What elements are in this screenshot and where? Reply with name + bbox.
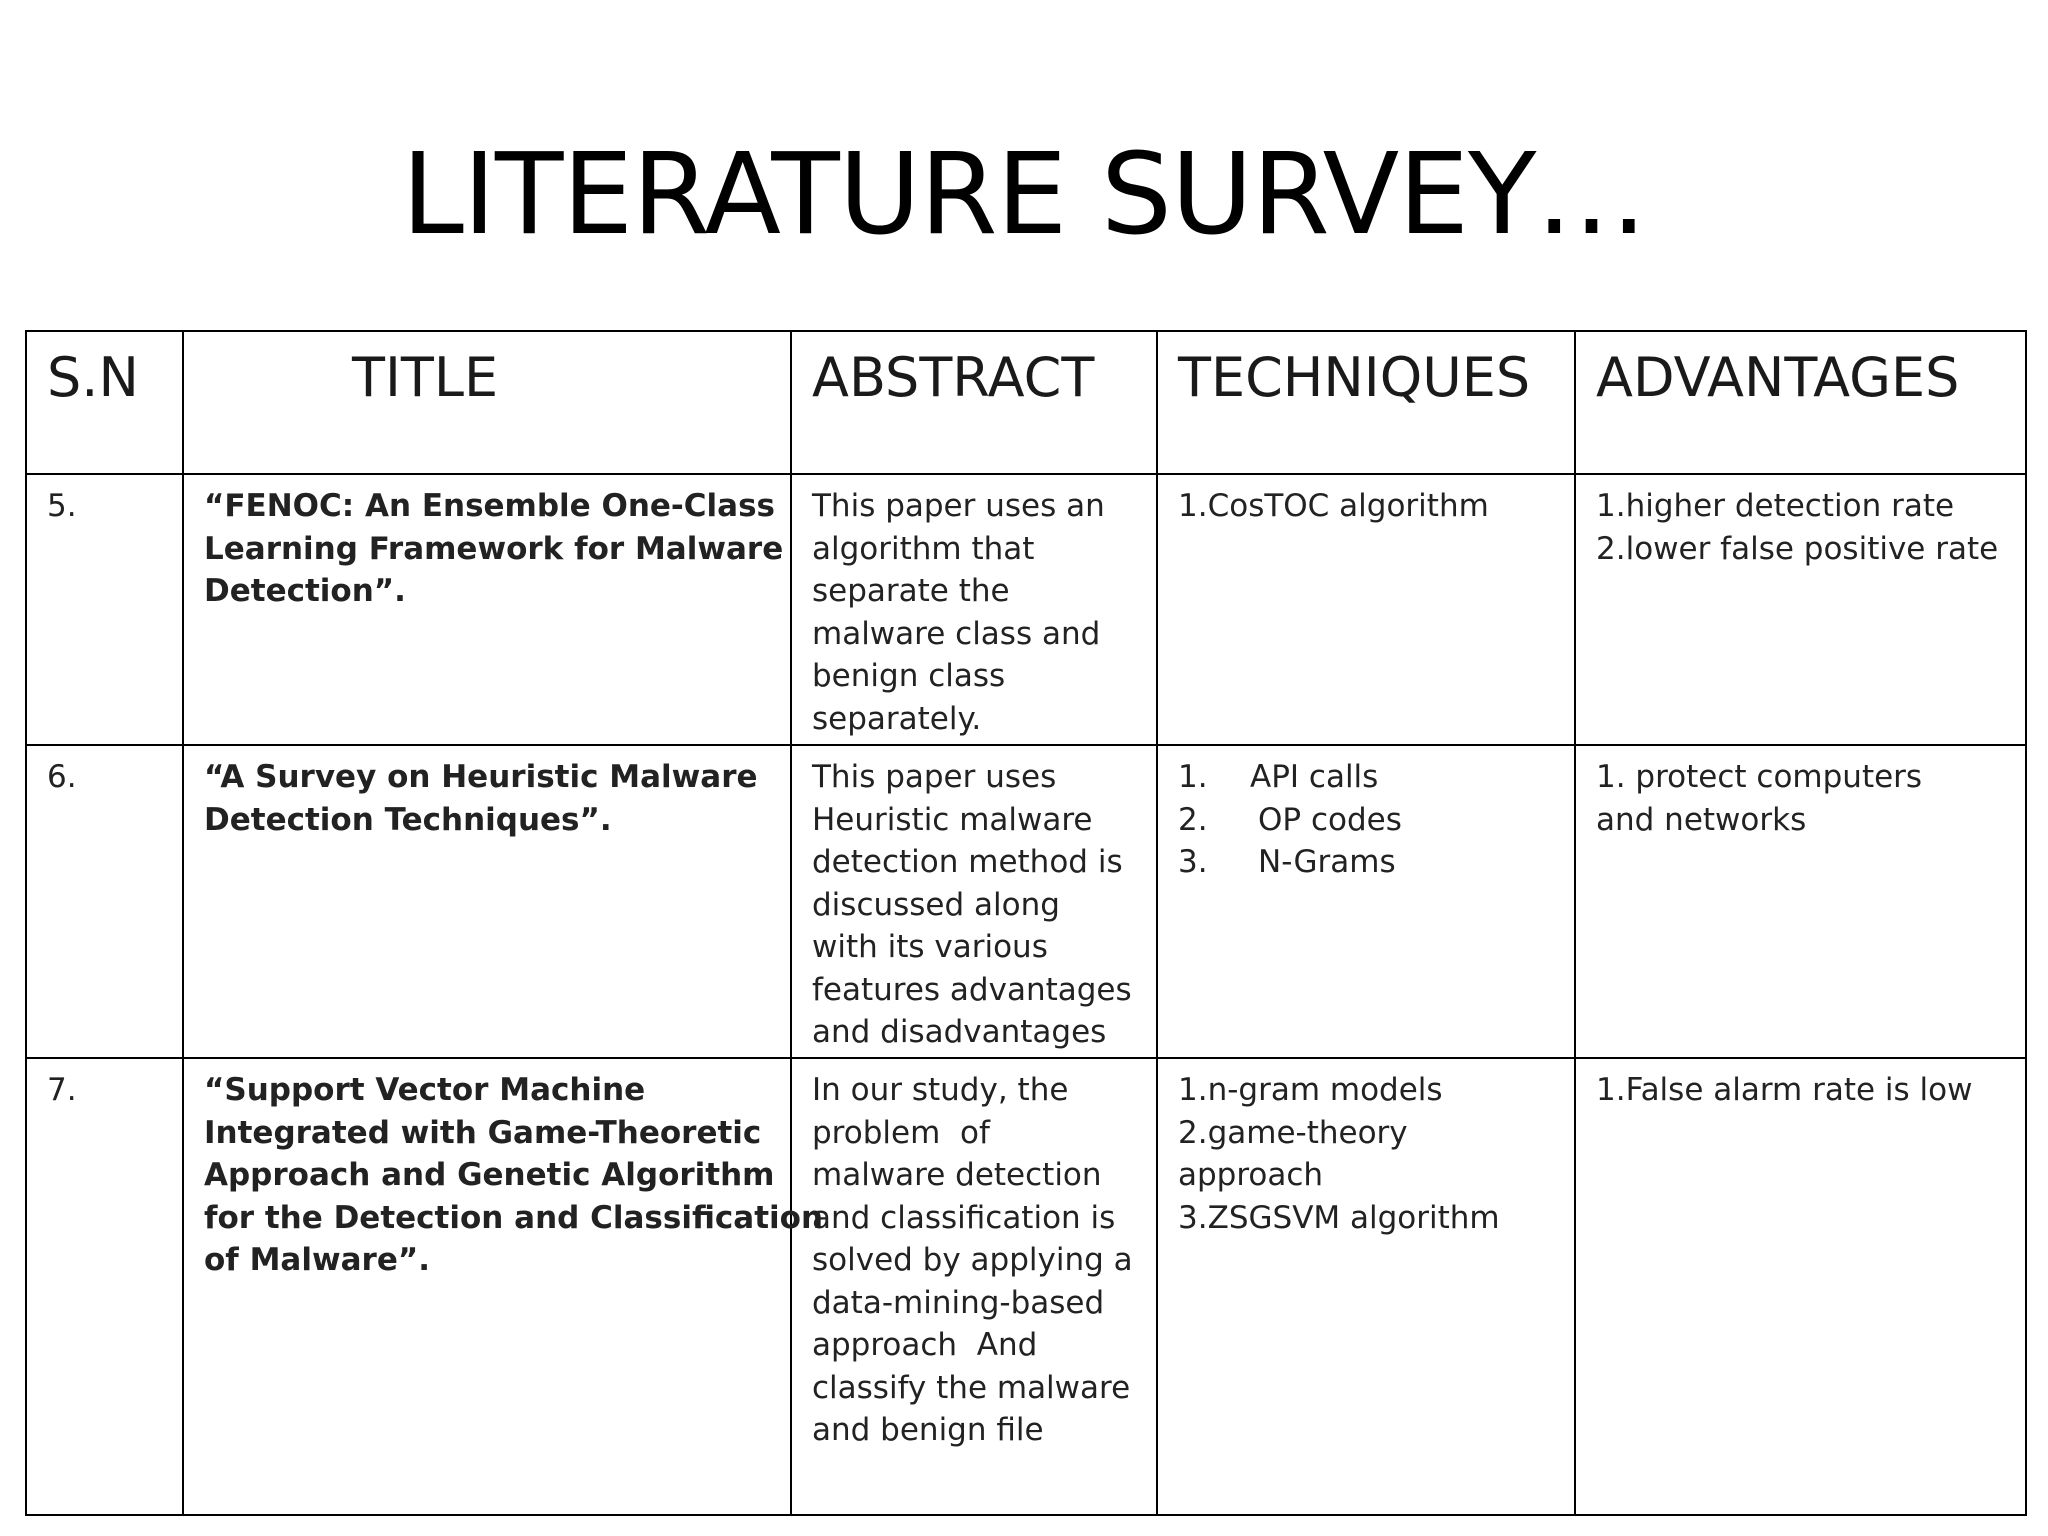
row-abstract xyxy=(791,745,1157,1058)
header-abstract: ABSTRACT xyxy=(791,331,1157,474)
technique-item xyxy=(1178,841,1562,884)
row-sn: 7. xyxy=(26,1058,183,1515)
abstract-line: algorithm that xyxy=(812,530,1035,567)
row-advantages xyxy=(1575,1058,2026,1515)
row-techniques xyxy=(1157,474,1575,745)
header-techniques: TECHNIQUES xyxy=(1157,331,1575,474)
row-abstract xyxy=(791,1058,1157,1515)
technique-text: approach xyxy=(1178,1157,1324,1193)
title-line: “A Survey on Heuristic Malware xyxy=(204,759,758,795)
row-advantages xyxy=(1575,474,2026,745)
row-abstract xyxy=(791,474,1157,745)
technique-item xyxy=(1178,1069,1562,1112)
advantage-line: and networks xyxy=(1596,801,1807,838)
row-sn: 6. xyxy=(26,745,183,1058)
technique-item xyxy=(1178,1154,1562,1197)
technique-item xyxy=(1178,799,1562,842)
abstract-line: approach And xyxy=(812,1327,1038,1363)
technique-text: OP codes xyxy=(1258,801,1402,838)
abstract-line: separate the xyxy=(812,573,1010,609)
abstract-line: data-mining-based xyxy=(812,1284,1105,1321)
abstract-line: discussed along xyxy=(812,886,1060,923)
slide-title: LITERATURE SURVEY… xyxy=(401,130,1647,260)
abstract-line: and disadvantages xyxy=(812,1014,1107,1050)
row-title xyxy=(183,745,791,1058)
row-title xyxy=(183,474,791,745)
title-line: of Malware”. xyxy=(204,1242,430,1278)
abstract-line: with its various xyxy=(812,929,1048,965)
abstract-line: This paper uses an xyxy=(812,488,1105,524)
title-line: for the Detection and Classification xyxy=(204,1199,824,1236)
abstract-line: Heuristic malware xyxy=(812,801,1093,838)
row-sn: 5. xyxy=(26,474,183,745)
row-advantages xyxy=(1575,745,2026,1058)
table-row xyxy=(26,745,2026,1058)
title-line: Integrated with Game-Theoretic xyxy=(204,1114,762,1151)
technique-text: API calls xyxy=(1250,759,1379,795)
row-techniques xyxy=(1157,1058,1575,1515)
technique-item xyxy=(1178,1112,1562,1155)
abstract-line: and classification is xyxy=(812,1199,1116,1236)
abstract-line: In our study, the xyxy=(812,1072,1069,1108)
row-title xyxy=(183,1058,824,1515)
header-title: TITLE xyxy=(183,331,791,474)
literature-survey-table xyxy=(25,330,2027,1516)
technique-number: 2. xyxy=(1178,801,1208,838)
abstract-line: malware detection xyxy=(812,1157,1102,1193)
header-advantages: ADVANTAGES xyxy=(1575,331,2026,474)
title-line: Learning Framework for Malware xyxy=(204,530,784,567)
abstract-line: and benign file xyxy=(812,1412,1044,1448)
abstract-line: malware class and xyxy=(812,615,1101,652)
advantage-line: 1.higher detection rate xyxy=(1596,488,1955,524)
technique-text: N-Grams xyxy=(1258,844,1396,880)
title-line: “FENOC: An Ensemble One-Class xyxy=(204,488,775,524)
technique-item xyxy=(1178,756,1562,799)
abstract-line: solved by applying a xyxy=(812,1242,1133,1278)
title-line: Detection Techniques”. xyxy=(204,801,612,838)
abstract-line: separately. xyxy=(812,700,982,737)
abstract-line: This paper uses xyxy=(812,759,1057,795)
table-row xyxy=(26,474,2026,745)
advantage-line: 2.lower false positive rate xyxy=(1596,530,1999,567)
technique-text: 1.n-gram models xyxy=(1178,1072,1443,1108)
technique-text: 1.CosTOC algorithm xyxy=(1178,488,1489,524)
technique-number: 1. xyxy=(1178,759,1208,795)
title-line: Detection”. xyxy=(204,573,406,609)
technique-number: 3. xyxy=(1178,844,1208,880)
technique-text: 2.game-theory xyxy=(1178,1114,1408,1151)
title-line: “Support Vector Machine xyxy=(204,1072,646,1108)
advantage-line: 1.False alarm rate is low xyxy=(1596,1072,1973,1108)
technique-item xyxy=(1178,485,1562,528)
technique-text: 3.ZSGSVM algorithm xyxy=(1178,1199,1500,1236)
abstract-line: benign class xyxy=(812,658,1006,694)
table-row xyxy=(26,1058,2026,1515)
abstract-line: problem of xyxy=(812,1114,990,1151)
abstract-line: features advantages xyxy=(812,971,1132,1008)
table-header-row xyxy=(26,331,2026,474)
header-sn: S.N xyxy=(26,331,183,474)
title-line: Approach and Genetic Algorithm xyxy=(204,1157,775,1193)
advantage-line: 1. protect computers xyxy=(1596,759,1923,795)
technique-item xyxy=(1178,1197,1562,1240)
abstract-line: detection method is xyxy=(812,844,1123,880)
abstract-line: classify the malware xyxy=(812,1369,1131,1406)
row-techniques xyxy=(1157,745,1575,1058)
